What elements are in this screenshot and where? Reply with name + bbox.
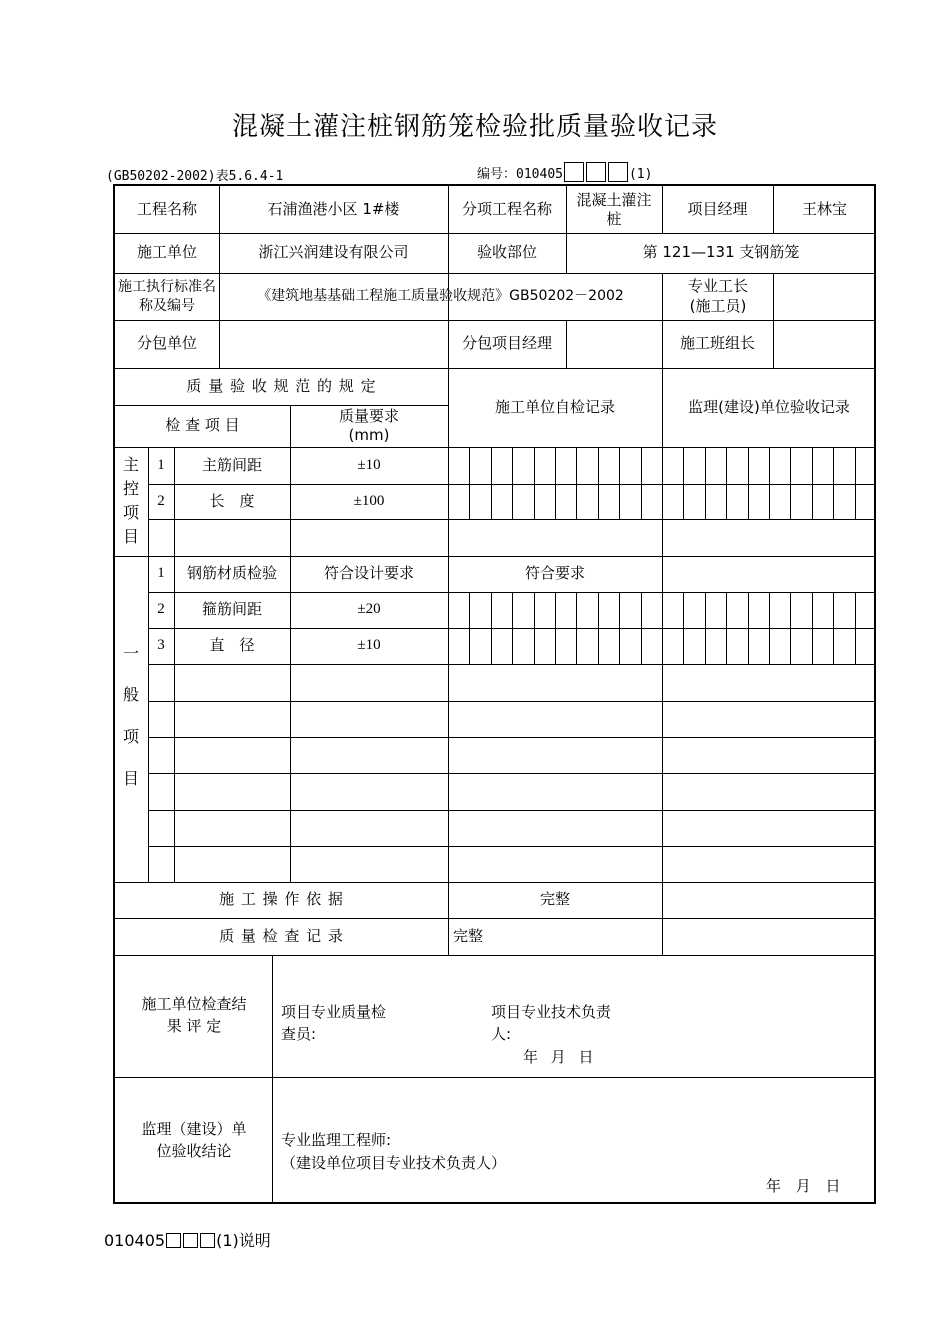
grid-line [491,447,492,519]
item-req: 符合设计要求 [323,564,414,583]
grid-line [641,447,642,519]
grid-line [726,592,727,664]
grid-line [576,447,577,519]
records-label: 质 量 检 查 记 录 [219,926,344,945]
grid-line [769,592,770,664]
std: 《建筑地基基础工程施工质量验收规范》GB50202－2002 [257,288,624,305]
contractor-label: 施工单位 [136,243,197,262]
grid-line [812,447,813,519]
pm-label: 项目经理 [687,199,748,218]
contractor: 浙江兴润建设有限公司 [258,243,409,262]
contractor-eval-date: 年 月 日 [523,1048,594,1067]
grid-line [683,592,684,664]
serial-label: 编号： [477,167,517,182]
grid-line [726,447,727,519]
grid-line [619,447,620,519]
grid-line [748,592,749,664]
footer-box [200,1233,215,1248]
records-value: 完整 [453,926,484,945]
grid-line [469,447,470,519]
grid-line [555,447,556,519]
supervisor-eval-label: 监理（建设）单位验收结论 [141,1120,247,1160]
grid-line [833,592,834,664]
footer-box [166,1233,181,1248]
item-req: ±10 [357,456,381,473]
foreman-label: 专业工长(施工员) [687,277,748,315]
project-name: 石浦渔港小区 1#楼 [267,199,400,218]
grid-line [812,592,813,664]
serial-prefix: 010405 [516,167,563,182]
serial-box[interactable] [564,162,584,182]
serial-box[interactable] [586,162,606,182]
grid-line [491,592,492,664]
std-label: 施工执行标准名称及编号 [118,279,216,314]
row-no: 1 [157,565,165,582]
basis-label: 施 工 操 作 依 据 [219,890,344,909]
page-title: 混凝土灌注桩钢筋笼检验批质量验收记录 [231,112,718,142]
footer-note [104,1228,271,1251]
item-name: 箍筋间距 [201,600,262,619]
subcon-label: 分包单位 [136,334,197,353]
item-req: ±10 [357,637,381,654]
item-name: 主筋间距 [201,455,262,474]
row-no: 1 [157,456,165,473]
subproject-label: 分项工程名称 [461,199,552,218]
items-label: 检 查 项 目 [165,416,240,435]
grid-line [598,447,599,519]
general-group-label: 一般项目 [122,643,139,788]
grid-line [598,592,599,664]
location: 第 121—131 支钢筋笼 [642,243,800,262]
location-label: 验收部位 [476,243,537,262]
standard-code: (GB50202-2002)表5.6.4-1 [106,169,284,184]
grid-line [748,447,749,519]
contractor-eval-label: 施工单位检查结 果 评 定 [141,995,247,1035]
tech-label: 项目专业技术负责人: [491,1002,612,1043]
row-no: 2 [157,492,165,509]
self-check-label: 施工单位自检记录 [494,397,615,416]
row-no: 2 [157,601,165,618]
item-name: 长 度 [209,491,255,510]
grid-line [705,592,706,664]
grid-line [855,447,856,519]
pm-name: 王林宝 [801,199,847,218]
engineer-label: 专业监理工程师: [281,1131,392,1150]
item-name: 钢筋材质检验 [186,564,277,583]
grid-line [790,592,791,664]
serial-suffix: (1) [628,167,653,182]
grid-line [512,447,513,519]
row-no: 3 [157,637,165,654]
supervisor-eval-date: 年 月 日 [766,1177,841,1196]
grid-line [619,592,620,664]
grid-line [790,447,791,519]
grid-line [705,447,706,519]
item-req: ±20 [357,601,381,618]
grid-line [855,592,856,664]
req-label: 质量要求(mm) [338,407,399,444]
grid-line [469,592,470,664]
grid-line [576,592,577,664]
subproject: 混凝土灌注桩 [576,190,652,228]
inspection-form [113,184,876,1204]
main-group-label: 主控项目 [122,455,139,546]
subcon-pm-label: 分包项目经理 [461,334,552,353]
grid-line [683,447,684,519]
item-name: 直 径 [209,636,255,655]
team-leader-label: 施工班组长 [679,334,755,353]
spec-heading: 质 量 验 收 规 范 的 规 定 [186,376,377,395]
footer-suffix: (1)说明 [216,1231,271,1250]
footer-box [183,1233,198,1248]
footer-prefix: 010405 [104,1231,166,1250]
item-req: ±100 [353,492,385,509]
grid-line [833,447,834,519]
grid-line [769,447,770,519]
inspector-label: 项目专业质量检查员: [281,1002,387,1043]
project-name-label: 工程名称 [136,199,197,218]
supervision-label: 监理(建设)单位验收记录 [688,397,850,416]
grid-line [641,592,642,664]
grid-line [534,447,535,519]
grid-line [555,592,556,664]
basis-value: 完整 [539,890,570,909]
grid-line [512,592,513,664]
item-result: 符合要求 [524,564,585,583]
grid-line [534,592,535,664]
owner-label: （建设单位项目专业技术负责人） [281,1154,507,1173]
serial-box[interactable] [608,162,628,182]
serial-number [477,162,652,182]
